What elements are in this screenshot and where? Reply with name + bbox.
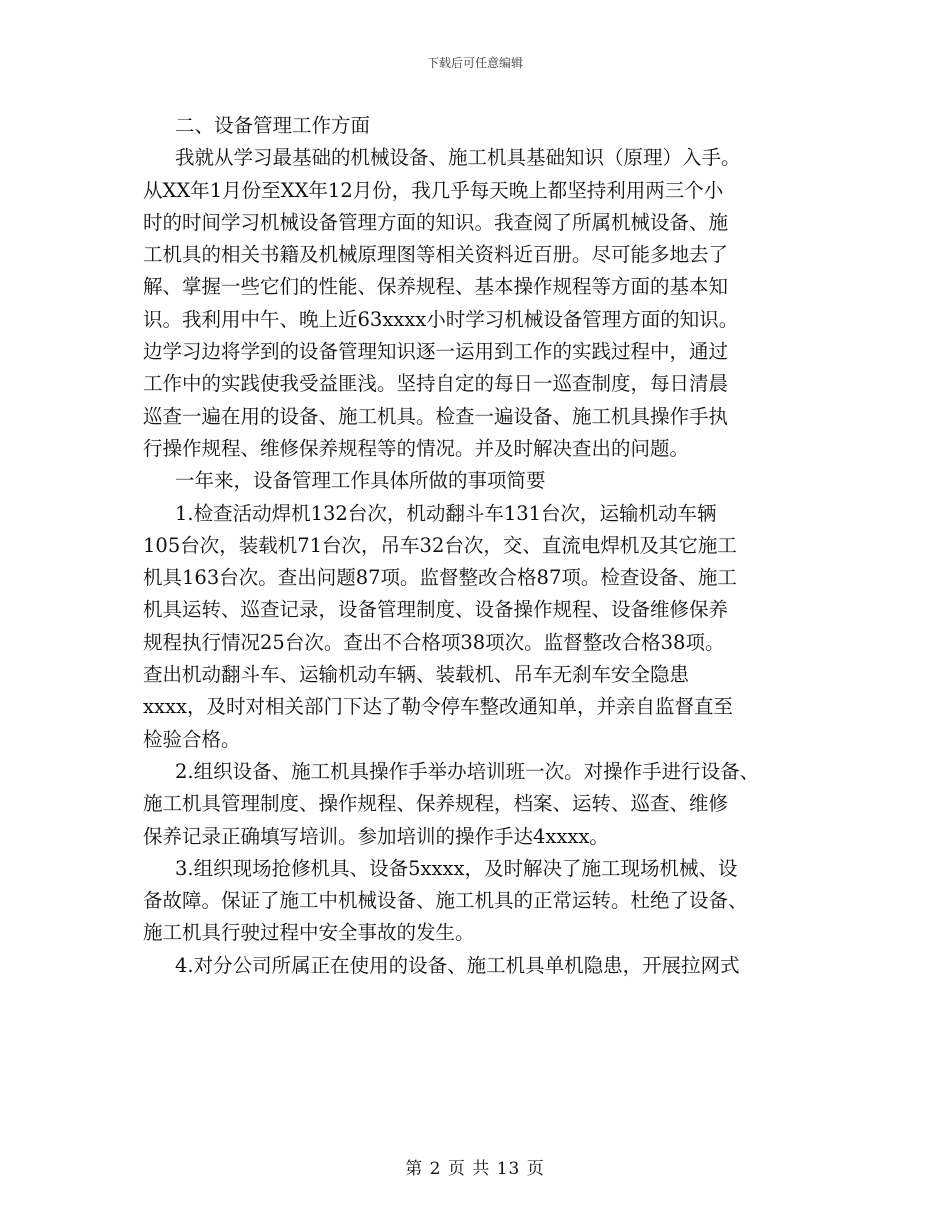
text-line: 巡查一遍在用的设备、施工机具。检查一遍设备、施工机具操作手执 <box>143 404 729 428</box>
text-line: 3.组织现场抢修机具、设备5xxxx，及时解决了施工现场机械、设 <box>175 856 738 880</box>
text-line: 4.对分公司所属正在使用的设备、施工机具单机隐患，开展拉网式 <box>175 953 740 977</box>
text-line: 保养记录正确填写培训。参加培训的操作手达4xxxx。 <box>143 824 609 848</box>
text-line: 我就从学习最基础的机械设备、施工机具基础知识（原理）入手。 <box>175 146 741 170</box>
text-line: 施工机具管理制度、操作规程、保养规程，档案、运转、巡查、维修 <box>143 792 729 816</box>
text-line: 机具运转、巡查记录，设备管理制度、设备操作规程、设备维修保养 <box>143 598 729 622</box>
text-line: 边学习边将学到的设备管理知识逐一运用到工作的实践过程中，通过 <box>143 340 729 364</box>
text-line: 2.组织设备、施工机具操作手举办培训班一次。对操作手进行设备、 <box>175 759 760 783</box>
page-header: 下载后可任意编辑 <box>426 56 523 70</box>
page-footer: 第 2 页 共 13 页 <box>405 1159 545 1179</box>
text-line: 二、设备管理工作方面 <box>175 114 371 137</box>
text-line: 时的时间学习机械设备管理方面的知识。我查阅了所属机械设备、施 <box>143 210 729 234</box>
document-body <box>143 110 823 982</box>
text-line: xxxx，及时对相关部门下达了勒令停车整改通知单，并亲自监督直至 <box>143 695 733 719</box>
text-line: 105台次，装载机71台次，吊车32台次，交、直流电焊机及其它施工 <box>143 533 737 557</box>
text-line: 工作中的实践使我受益匪浅。坚持自定的每日一巡查制度，每日清晨 <box>143 372 729 396</box>
text-line: 查出机动翻斗车、运输机动车辆、装载机、吊车无刹车安全隐患 <box>143 663 690 687</box>
text-line: 1.检查活动焊机132台次，机动翻斗车131台次，运输机动车辆 <box>175 501 717 525</box>
text-line: 解、掌握一些它们的性能、保养规程、基本操作规程等方面的基本知 <box>143 275 729 299</box>
text-line: 机具163台次。查出问题87项。监督整改合格87项。检查设备、施工 <box>143 566 737 590</box>
text-line: 一年来，设备管理工作具体所做的事项简要 <box>175 469 546 493</box>
text-line: 施工机具行驶过程中安全事故的发生。 <box>143 921 475 945</box>
text-line: 规程执行情况25台次。查出不合格项38项次。监督整改合格38项。 <box>143 630 725 654</box>
text-line: 行操作规程、维修保养规程等的情况。并及时解决查出的问题。 <box>143 436 690 460</box>
text-line: 工机具的相关书籍及机械原理图等相关资料近百册。尽可能多地去了 <box>143 243 729 267</box>
text-line: 从XX年1月份至XX年12月份，我几乎每天晚上都坚持利用两三个小 <box>143 178 724 202</box>
text-line: 备故障。保证了施工中机械设备、施工机具的正常运转。杜绝了设备、 <box>143 889 748 913</box>
text-line: 检验合格。 <box>143 727 241 751</box>
text-line: 识。我利用中午、晚上近63xxxx小时学习机械设备管理方面的知识。 <box>143 307 739 331</box>
